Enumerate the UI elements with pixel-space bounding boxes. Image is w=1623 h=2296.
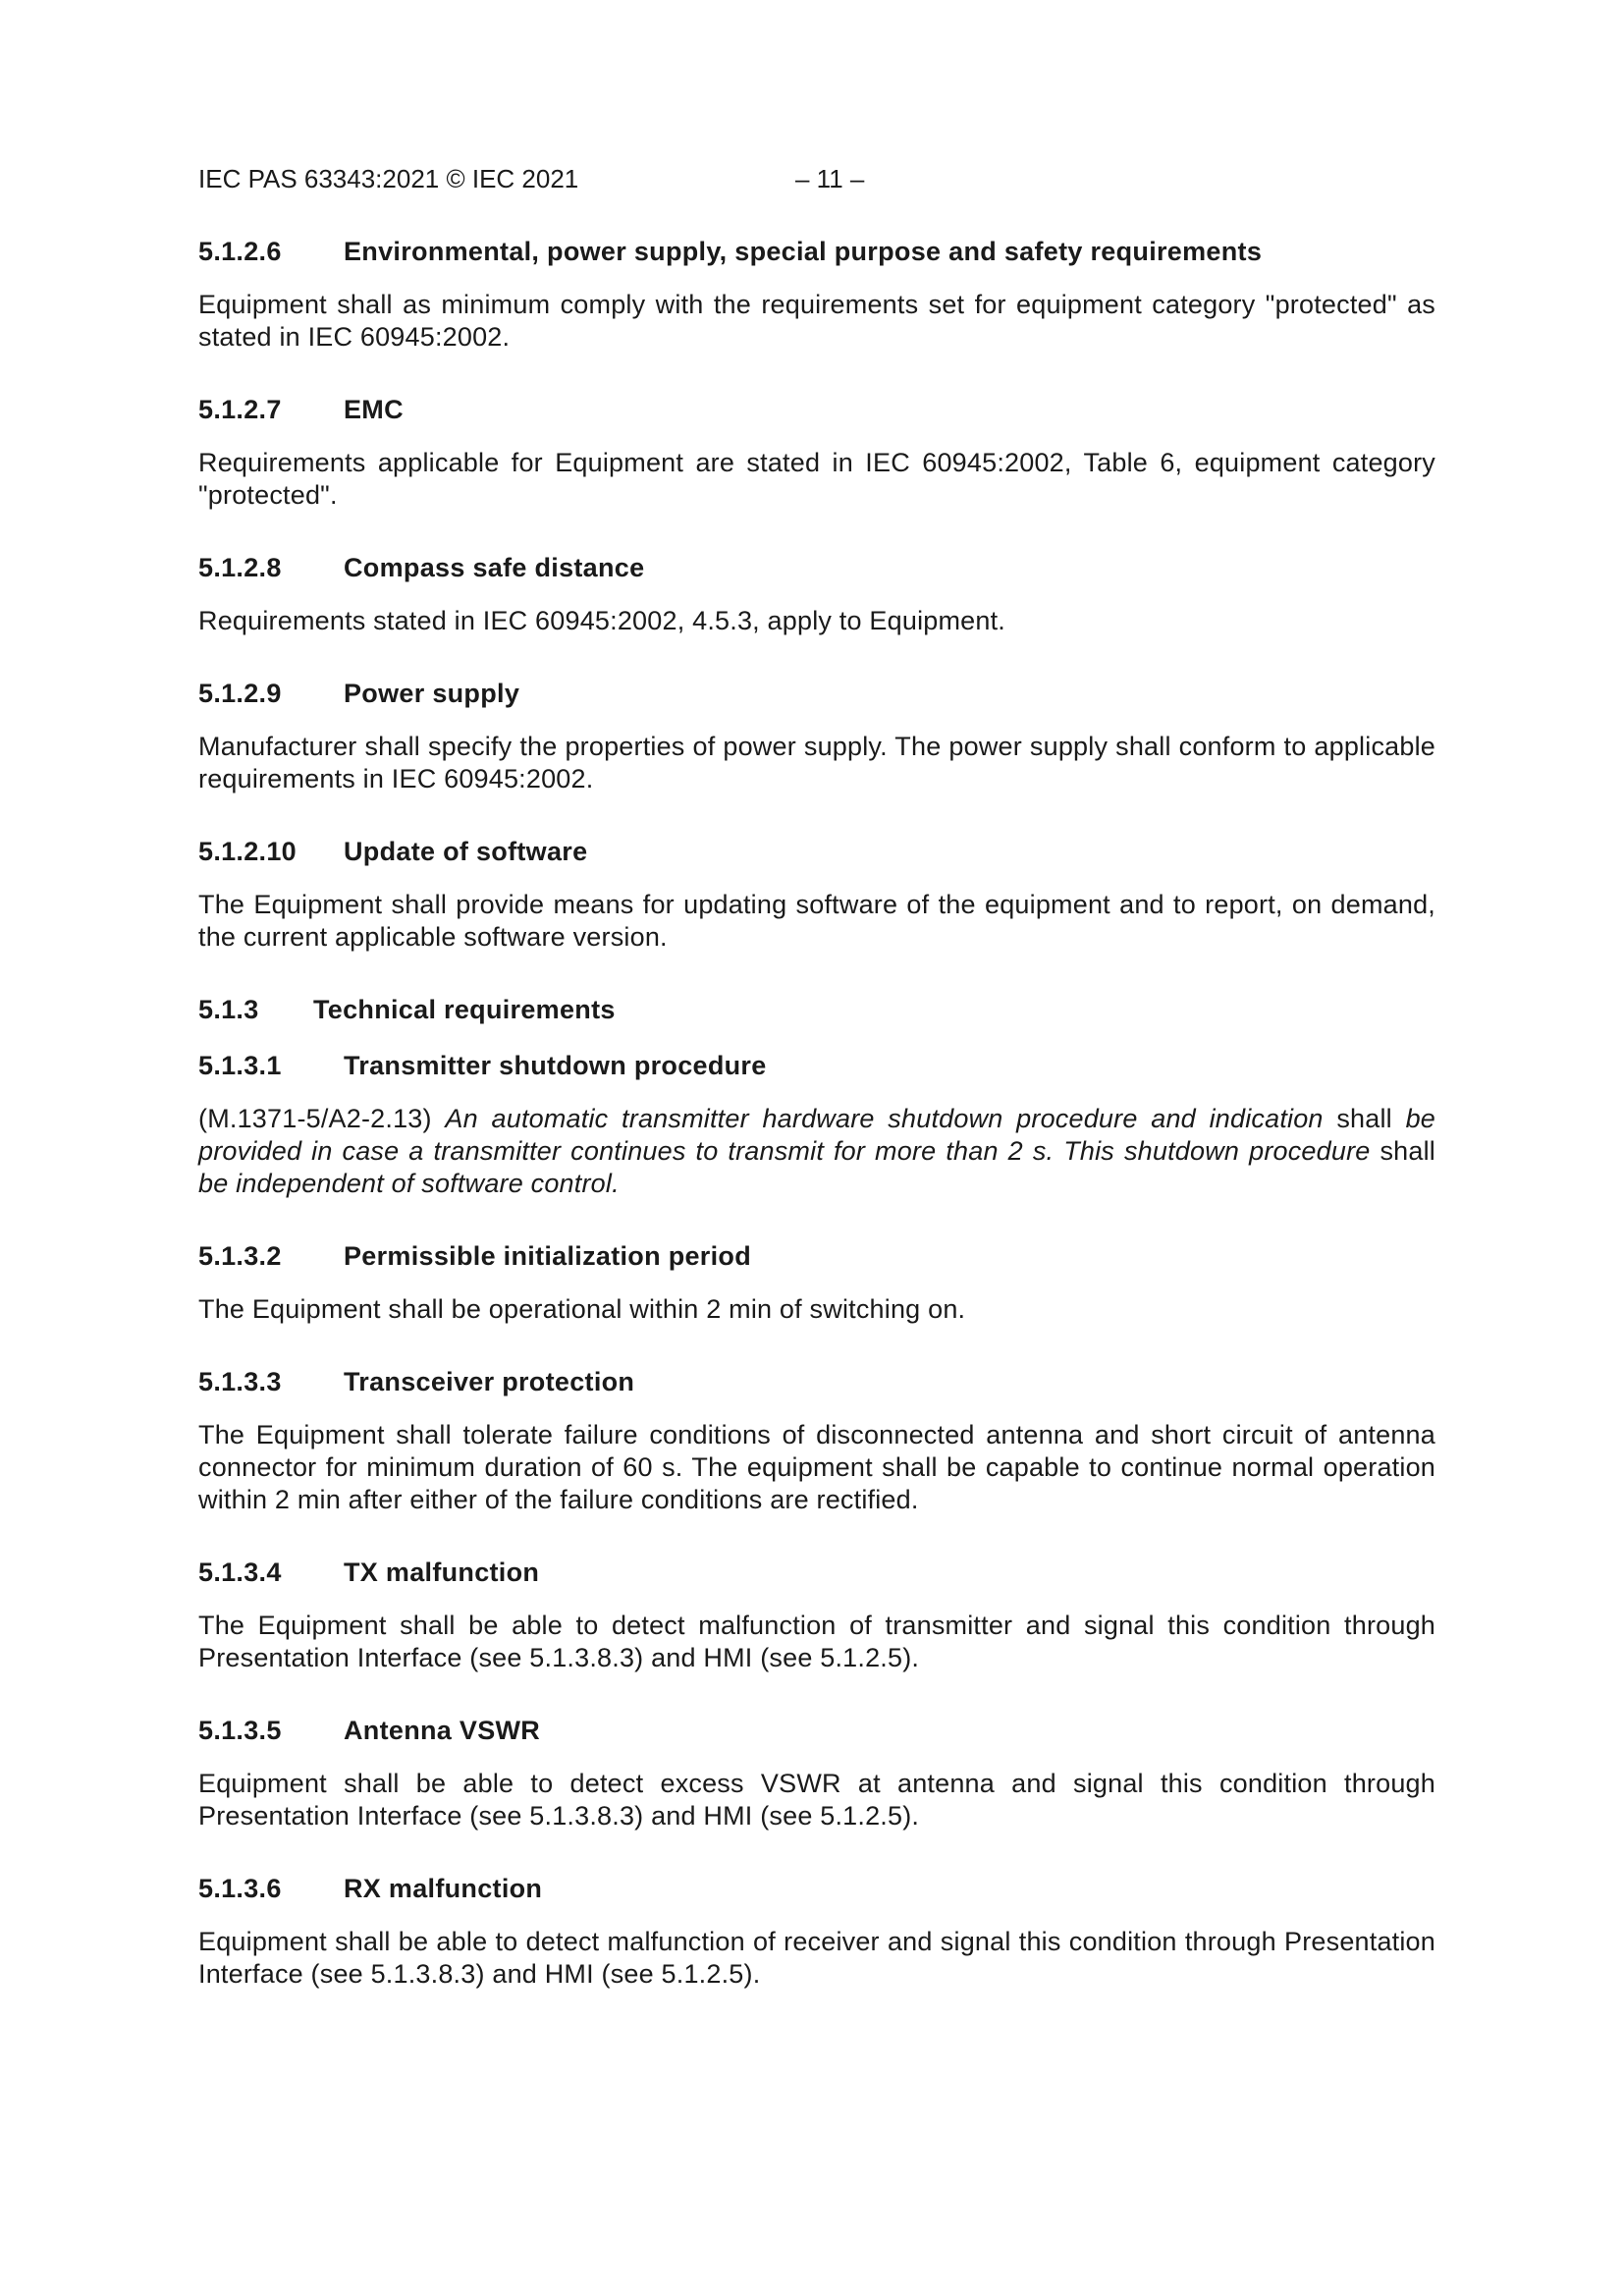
section-number: 5.1.3.5 — [198, 1716, 282, 1745]
section-5-1-2-6 — [198, 232, 1435, 354]
section-title: TX malfunction — [344, 1558, 540, 1587]
clause-reference: (M.1371-5/A2-2.13) — [198, 1104, 446, 1133]
section-paragraph: The Equipment shall tolerate failure conditions of disconnected antenna and short circuit of antenna connector for minimum duration of 60 s. The equipment shall be capable to continue normal operation within 2 min after either of the failure conditions are rectified. — [198, 1420, 1435, 1514]
section-paragraph: Requirements stated in IEC 60945:2002, 4.5.3, apply to Equipment. — [198, 606, 1006, 635]
section-5-1-2-10 — [198, 832, 1435, 954]
section-title: Technical requirements — [313, 995, 616, 1024]
section-number: 5.1.3 — [198, 995, 259, 1024]
section-number: 5.1.3.6 — [198, 1874, 282, 1903]
section-heading — [198, 1711, 1435, 1750]
section-title: Transceiver protection — [344, 1367, 635, 1396]
quoted-text: be independent of software control. — [198, 1169, 620, 1198]
section-heading — [198, 1869, 1435, 1908]
section-heading — [198, 1236, 1435, 1276]
quoted-text: An automatic transmitter hardware shutdown procedure and indication — [445, 1104, 1324, 1133]
section-5-1-3-1 — [198, 1046, 1435, 1200]
section-title: Permissible initialization period — [344, 1241, 751, 1271]
section-paragraph: The Equipment shall provide means for updating software of the equipment and to report, on demand, the current applicable software version. — [198, 890, 1435, 952]
section-paragraph — [198, 1103, 1435, 1200]
section-paragraph: Equipment shall be able to detect excess VSWR at antenna and signal this condition through Presentation Interface (see 5.1.3.8.3) and HMI (see 5.1.2.5). — [198, 1769, 1435, 1831]
section-heading — [198, 390, 1435, 429]
section-paragraph: Requirements applicable for Equipment are stated in IEC 60945:2002, Table 6, equipment category "protected". — [198, 448, 1435, 510]
page-number: – 11 – — [795, 164, 865, 193]
section-title: Power supply — [344, 679, 520, 708]
section-5-1-2-9 — [198, 674, 1435, 795]
section-heading — [198, 1553, 1435, 1592]
quoted-text: be provided in case a transmitter continues to transmit for more than 2 s. This shutdown procedure — [198, 1104, 1435, 1166]
plain-text: shall — [1370, 1136, 1435, 1166]
section-number: 5.1.2.9 — [198, 679, 282, 708]
section-paragraph: The Equipment shall be able to detect malfunction of transmitter and signal this condition through Presentation Interface (see 5.1.3.8.3) and HMI (see 5.1.2.5). — [198, 1611, 1435, 1672]
section-paragraph: Manufacturer shall specify the properties of power supply. The power supply shall conform to applicable requirements in IEC 60945:2002. — [198, 732, 1435, 793]
section-heading — [198, 832, 1435, 871]
section-title: Environmental, power supply, special purpose and safety requirements — [344, 237, 1263, 266]
section-title: RX malfunction — [344, 1874, 543, 1903]
section-number: 5.1.3.3 — [198, 1367, 282, 1396]
document-id: IEC PAS 63343:2021 © IEC 2021 — [198, 164, 579, 193]
section-number: 5.1.3.2 — [198, 1241, 282, 1271]
section-heading — [198, 548, 1435, 587]
section-title: EMC — [344, 395, 404, 424]
section-number: 5.1.3.4 — [198, 1558, 282, 1587]
section-number: 5.1.2.10 — [198, 837, 297, 866]
section-title: Transmitter shutdown procedure — [344, 1051, 767, 1080]
section-title: Compass safe distance — [344, 553, 645, 582]
plain-text: shall — [1323, 1104, 1406, 1133]
section-number: 5.1.3.1 — [198, 1051, 282, 1080]
section-5-1-2-8 — [198, 548, 1435, 637]
section-5-1-3-2 — [198, 1236, 1435, 1326]
section-5-1-3-4 — [198, 1553, 1435, 1674]
section-heading — [198, 674, 1435, 713]
section-5-1-3-3 — [198, 1362, 1435, 1516]
section-paragraph: The Equipment shall be operational within 2 min of switching on. — [198, 1294, 966, 1324]
section-heading — [198, 1362, 1435, 1401]
section-heading — [198, 232, 1435, 271]
section-title: Antenna VSWR — [344, 1716, 541, 1745]
section-heading — [198, 1046, 1435, 1085]
section-heading — [198, 990, 1435, 1029]
section-5-1-3-5 — [198, 1711, 1435, 1832]
document-body — [198, 232, 1435, 1991]
section-5-1-3 — [198, 990, 1435, 1029]
section-paragraph: Equipment shall as minimum comply with the requirements set for equipment category "protected" as stated in IEC 60945:2002. — [198, 290, 1435, 352]
section-paragraph: Equipment shall be able to detect malfunction of receiver and signal this condition through Presentation Interface (see 5.1.3.8.3) and HMI (see 5.1.2.5). — [198, 1927, 1435, 1989]
section-title: Update of software — [344, 837, 588, 866]
section-number: 5.1.2.7 — [198, 395, 282, 424]
section-5-1-3-6 — [198, 1869, 1435, 1991]
section-number: 5.1.2.8 — [198, 553, 282, 582]
section-5-1-2-7 — [198, 390, 1435, 512]
section-number: 5.1.2.6 — [198, 237, 282, 266]
